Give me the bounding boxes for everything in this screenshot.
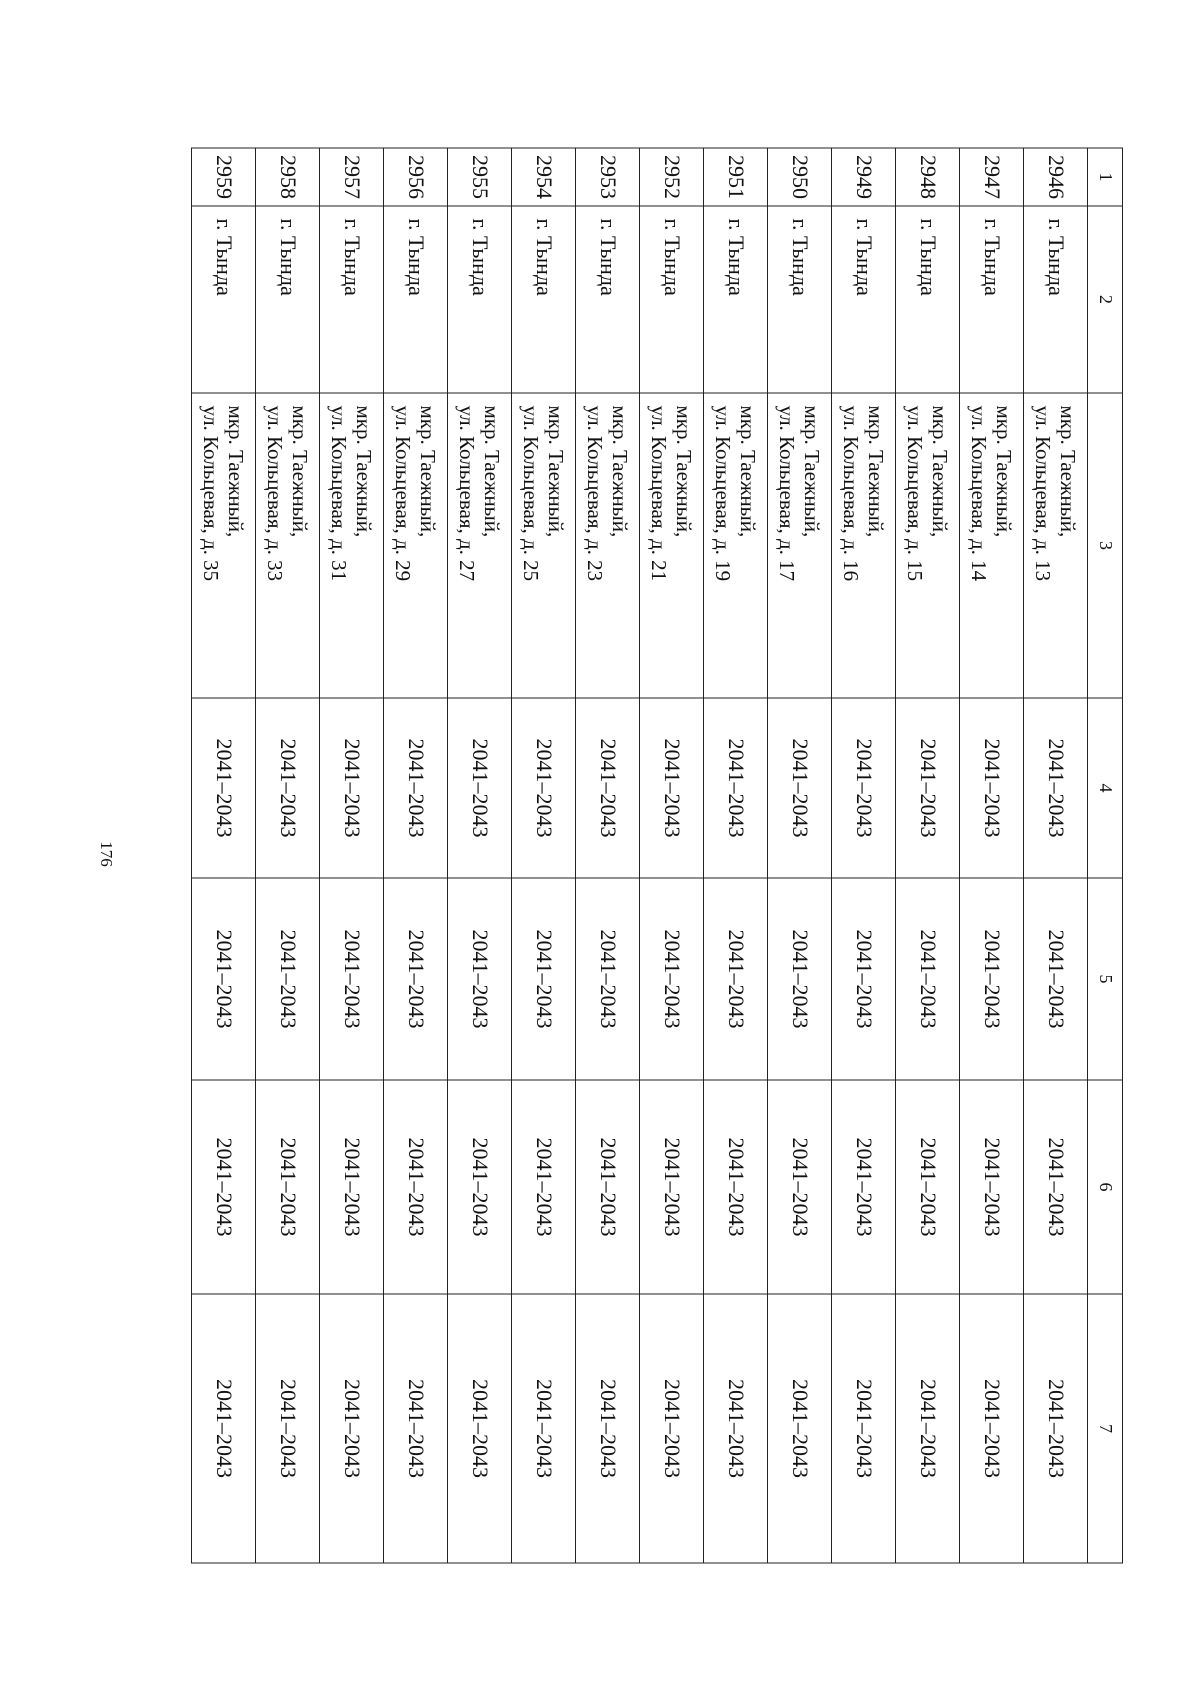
period-cell-col7: 2041–2043 [832, 1294, 896, 1563]
period-cell-col4: 2041–2043 [512, 698, 576, 878]
period-cell-col7: 2041–2043 [960, 1294, 1024, 1563]
city-cell: г. Тында [704, 206, 768, 393]
period-cell-col5: 2041–2043 [832, 878, 896, 1080]
row-number-cell: 2950 [768, 148, 832, 206]
address-cell [704, 393, 768, 698]
row-number-cell: 2947 [960, 148, 1024, 206]
row-number-cell: 2946 [1024, 148, 1088, 206]
period-cell-col6: 2041–2043 [896, 1080, 960, 1294]
address-cell [192, 393, 256, 698]
period-cell-col6: 2041–2043 [256, 1080, 320, 1294]
period-cell-col6: 2041–2043 [448, 1080, 512, 1294]
table-body [192, 148, 1088, 1563]
address-street: ул. Кольцевая, д. 19 [711, 405, 736, 582]
period-cell-col6: 2041–2043 [704, 1080, 768, 1294]
table-row [1024, 148, 1088, 1563]
address-district: мкр. Таежный, [223, 405, 248, 538]
period-cell-col4: 2041–2043 [256, 698, 320, 878]
address-street: ул. Кольцевая, д. 31 [327, 405, 352, 582]
column-header-7: 7 [1088, 1294, 1123, 1563]
period-cell-col4: 2041–2043 [576, 698, 640, 878]
row-number-cell: 2956 [384, 148, 448, 206]
data-table [191, 148, 1123, 1564]
period-cell-col4: 2041–2043 [896, 698, 960, 878]
city-cell: г. Тында [832, 206, 896, 393]
row-number-cell: 2954 [512, 148, 576, 206]
table-row [320, 148, 384, 1563]
period-cell-col4: 2041–2043 [384, 698, 448, 878]
city-cell: г. Тында [448, 206, 512, 393]
period-cell-col6: 2041–2043 [1024, 1080, 1088, 1294]
city-cell: г. Тында [768, 206, 832, 393]
period-cell-col6: 2041–2043 [640, 1080, 704, 1294]
table-row [832, 148, 896, 1563]
period-cell-col4: 2041–2043 [448, 698, 512, 878]
period-cell-col5: 2041–2043 [448, 878, 512, 1080]
city-cell: г. Тында [384, 206, 448, 393]
period-cell-col5: 2041–2043 [896, 878, 960, 1080]
column-header-5: 5 [1088, 878, 1123, 1080]
period-cell-col6: 2041–2043 [960, 1080, 1024, 1294]
table-row [960, 148, 1024, 1563]
table-row [256, 148, 320, 1563]
row-number-cell: 2957 [320, 148, 384, 206]
address-district: мкр. Таежный, [735, 405, 760, 538]
period-cell-col7: 2041–2043 [640, 1294, 704, 1563]
table-row [640, 148, 704, 1563]
city-cell: г. Тында [960, 206, 1024, 393]
address-cell [896, 393, 960, 698]
row-number-cell: 2948 [896, 148, 960, 206]
address-district: мкр. Таежный, [1055, 405, 1080, 538]
address-cell [512, 393, 576, 698]
period-cell-col5: 2041–2043 [1024, 878, 1088, 1080]
column-header-3: 3 [1088, 393, 1123, 698]
period-cell-col4: 2041–2043 [640, 698, 704, 878]
table-header [1088, 148, 1123, 1563]
address-cell [448, 393, 512, 698]
city-cell: г. Тында [192, 206, 256, 393]
address-district: мкр. Таежный, [991, 405, 1016, 538]
address-street: ул. Кольцевая, д. 16 [839, 405, 864, 582]
period-cell-col7: 2041–2043 [768, 1294, 832, 1563]
address-street: ул. Кольцевая, д. 13 [1031, 405, 1056, 582]
period-cell-col6: 2041–2043 [320, 1080, 384, 1294]
address-cell [832, 393, 896, 698]
address-district: мкр. Таежный, [415, 405, 440, 538]
period-cell-col5: 2041–2043 [768, 878, 832, 1080]
address-cell [256, 393, 320, 698]
period-cell-col7: 2041–2043 [448, 1294, 512, 1563]
period-cell-col7: 2041–2043 [896, 1294, 960, 1563]
row-number-cell: 2958 [256, 148, 320, 206]
address-cell [384, 393, 448, 698]
table-row [192, 148, 256, 1563]
table-row [576, 148, 640, 1563]
address-cell [768, 393, 832, 698]
address-district: мкр. Таежный, [479, 405, 504, 538]
period-cell-col4: 2041–2043 [704, 698, 768, 878]
period-cell-col6: 2041–2043 [192, 1080, 256, 1294]
table-row [384, 148, 448, 1563]
address-cell [1024, 393, 1088, 698]
period-cell-col7: 2041–2043 [512, 1294, 576, 1563]
address-district: мкр. Таежный, [927, 405, 952, 538]
header-row [1088, 148, 1123, 1563]
page-number: 176 [97, 841, 116, 867]
address-district: мкр. Таежный, [287, 405, 312, 538]
address-street: ул. Кольцевая, д. 33 [263, 405, 288, 582]
address-street: ул. Кольцевая, д. 15 [903, 405, 928, 582]
row-number-cell: 2953 [576, 148, 640, 206]
row-number-cell: 2949 [832, 148, 896, 206]
column-header-1: 1 [1088, 148, 1123, 206]
address-district: мкр. Таежный, [543, 405, 568, 538]
city-cell: г. Тында [640, 206, 704, 393]
row-number-cell: 2952 [640, 148, 704, 206]
period-cell-col4: 2041–2043 [192, 698, 256, 878]
period-cell-col6: 2041–2043 [832, 1080, 896, 1294]
period-cell-col6: 2041–2043 [384, 1080, 448, 1294]
period-cell-col4: 2041–2043 [832, 698, 896, 878]
period-cell-col6: 2041–2043 [768, 1080, 832, 1294]
address-street: ул. Кольцевая, д. 21 [647, 405, 672, 582]
period-cell-col6: 2041–2043 [512, 1080, 576, 1294]
period-cell-col7: 2041–2043 [704, 1294, 768, 1563]
table-row [448, 148, 512, 1563]
address-district: мкр. Таежный, [607, 405, 632, 538]
period-cell-col7: 2041–2043 [576, 1294, 640, 1563]
address-street: ул. Кольцевая, д. 17 [775, 405, 800, 582]
column-header-6: 6 [1088, 1080, 1123, 1294]
period-cell-col4: 2041–2043 [320, 698, 384, 878]
address-street: ул. Кольцевая, д. 23 [583, 405, 608, 582]
period-cell-col4: 2041–2043 [1024, 698, 1088, 878]
period-cell-col4: 2041–2043 [768, 698, 832, 878]
city-cell: г. Тында [512, 206, 576, 393]
table-row [512, 148, 576, 1563]
table-row [768, 148, 832, 1563]
period-cell-col7: 2041–2043 [1024, 1294, 1088, 1563]
city-cell: г. Тында [320, 206, 384, 393]
period-cell-col5: 2041–2043 [384, 878, 448, 1080]
city-cell: г. Тында [256, 206, 320, 393]
address-street: ул. Кольцевая, д. 25 [519, 405, 544, 582]
address-street: ул. Кольцевая, д. 27 [455, 405, 480, 582]
period-cell-col5: 2041–2043 [256, 878, 320, 1080]
city-cell: г. Тында [1024, 206, 1088, 393]
table-row [704, 148, 768, 1563]
period-cell-col7: 2041–2043 [192, 1294, 256, 1563]
address-street: ул. Кольцевая, д. 29 [391, 405, 416, 582]
period-cell-col7: 2041–2043 [256, 1294, 320, 1563]
city-cell: г. Тында [576, 206, 640, 393]
period-cell-col5: 2041–2043 [704, 878, 768, 1080]
period-cell-col7: 2041–2043 [320, 1294, 384, 1563]
period-cell-col5: 2041–2043 [960, 878, 1024, 1080]
row-number-cell: 2959 [192, 148, 256, 206]
table-row [896, 148, 960, 1563]
row-number-cell: 2951 [704, 148, 768, 206]
column-header-4: 4 [1088, 698, 1123, 878]
column-header-2: 2 [1088, 206, 1123, 393]
period-cell-col4: 2041–2043 [960, 698, 1024, 878]
address-cell [576, 393, 640, 698]
address-cell [640, 393, 704, 698]
period-cell-col7: 2041–2043 [384, 1294, 448, 1563]
address-district: мкр. Таежный, [863, 405, 888, 538]
address-cell [320, 393, 384, 698]
period-cell-col6: 2041–2043 [576, 1080, 640, 1294]
address-district: мкр. Таежный, [799, 405, 824, 538]
address-cell [960, 393, 1024, 698]
period-cell-col5: 2041–2043 [576, 878, 640, 1080]
row-number-cell: 2955 [448, 148, 512, 206]
address-district: мкр. Таежный, [351, 405, 376, 538]
address-street: ул. Кольцевая, д. 35 [199, 405, 224, 582]
rotated-table-container [191, 148, 1123, 1563]
period-cell-col5: 2041–2043 [192, 878, 256, 1080]
period-cell-col5: 2041–2043 [320, 878, 384, 1080]
period-cell-col5: 2041–2043 [512, 878, 576, 1080]
period-cell-col5: 2041–2043 [640, 878, 704, 1080]
address-district: мкр. Таежный, [671, 405, 696, 538]
city-cell: г. Тында [896, 206, 960, 393]
address-street: ул. Кольцевая, д. 14 [967, 405, 992, 582]
